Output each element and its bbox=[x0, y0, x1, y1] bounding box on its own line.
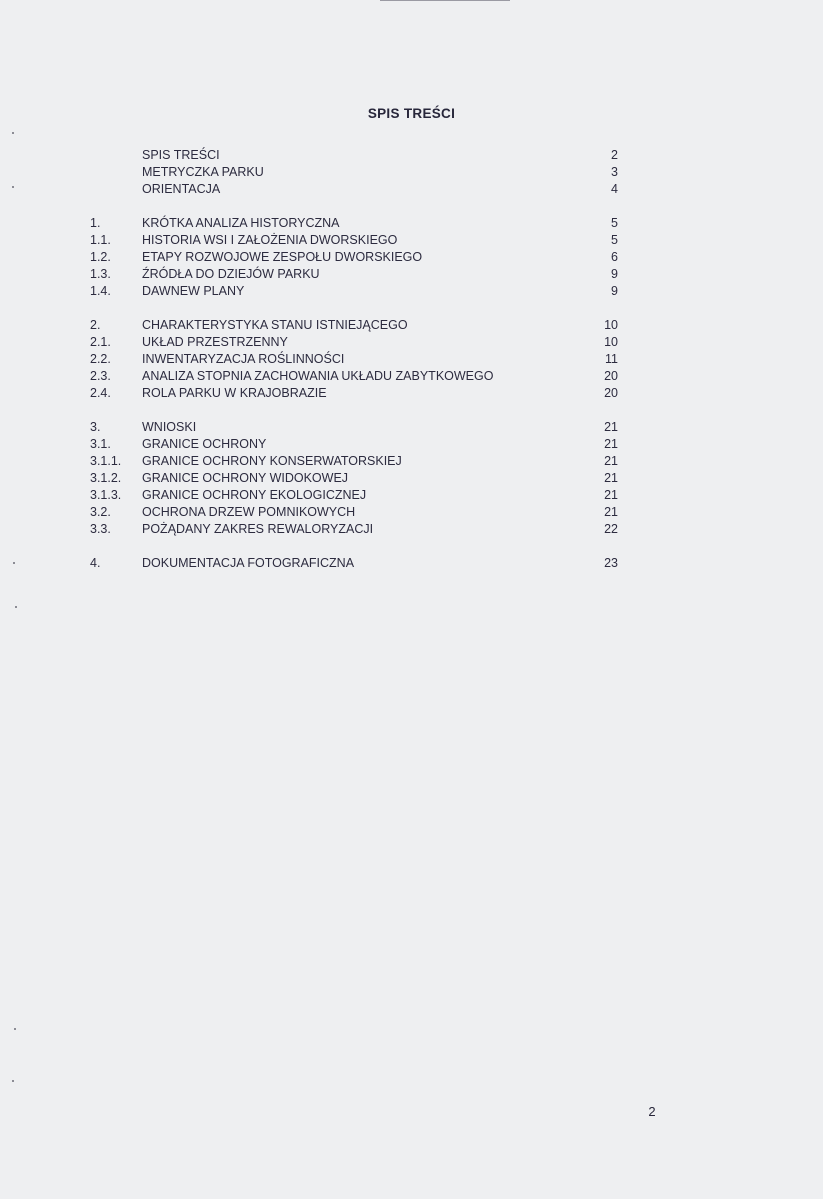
toc-entry bbox=[0, 283, 823, 300]
toc-entry bbox=[0, 487, 823, 504]
toc-entry-label: UKŁAD PRZESTRZENNY bbox=[142, 335, 288, 349]
toc-entry-label: HISTORIA WSI I ZAŁOŻENIA DWORSKIEGO bbox=[142, 233, 398, 247]
toc-entry-label: WNIOSKI bbox=[142, 420, 197, 434]
toc-entry-page: 2 bbox=[611, 148, 618, 162]
toc-entry bbox=[0, 147, 823, 164]
scan-speck bbox=[12, 1080, 14, 1082]
toc-entry bbox=[0, 334, 823, 351]
scan-speck bbox=[14, 1028, 16, 1030]
scan-speck bbox=[13, 562, 15, 564]
toc-entry-page: 21 bbox=[604, 471, 618, 485]
toc-entry-page: 21 bbox=[604, 420, 618, 434]
toc-entry-label: ROLA PARKU W KRAJOBRAZIE bbox=[142, 386, 327, 400]
toc-entry bbox=[0, 232, 823, 249]
toc-entry-number: 4. bbox=[90, 556, 101, 570]
toc-entry-label: SPIS TREŚCI bbox=[142, 148, 220, 162]
toc-entry-label: DAWNEW PLANY bbox=[142, 284, 245, 298]
toc-entry-number: 3.1.3. bbox=[90, 488, 122, 502]
toc-entry bbox=[0, 215, 823, 232]
toc-entry-label: METRYCZKA PARKU bbox=[142, 165, 264, 179]
toc-entry-label: DOKUMENTACJA FOTOGRAFICZNA bbox=[142, 556, 355, 570]
toc-entry bbox=[0, 249, 823, 266]
toc-entry-number: 3. bbox=[90, 420, 101, 434]
toc-entry-page: 21 bbox=[604, 488, 618, 502]
toc-entry bbox=[0, 419, 823, 436]
toc-entry-number: 2.4. bbox=[90, 386, 111, 400]
toc-entry-label: GRANICE OCHRONY EKOLOGICZNEJ bbox=[142, 488, 367, 502]
toc-entry-label: CHARAKTERYSTYKA STANU ISTNIEJĄCEGO bbox=[142, 318, 408, 332]
toc-entry-number: 3.1. bbox=[90, 437, 111, 451]
toc-entry-page: 23 bbox=[604, 556, 618, 570]
toc-entry-page: 20 bbox=[604, 369, 618, 383]
toc-entry bbox=[0, 504, 823, 521]
toc-entry-number: 1.1. bbox=[90, 233, 111, 247]
toc-entry-page: 9 bbox=[611, 267, 618, 281]
toc-entry bbox=[0, 164, 823, 181]
toc-entry bbox=[0, 181, 823, 198]
toc-entry-label: POŻĄDANY ZAKRES REWALORYZACJI bbox=[142, 522, 374, 536]
toc-entry-number: 2.3. bbox=[90, 369, 111, 383]
toc-entry-label: ETAPY ROZWOJOWE ZESPOŁU DWORSKIEGO bbox=[142, 250, 423, 264]
toc-entry-page: 11 bbox=[605, 352, 618, 366]
toc-entry-number: 1.2. bbox=[90, 250, 111, 264]
toc-entry-label: ORIENTACJA bbox=[142, 182, 221, 196]
toc-entry-page: 3 bbox=[611, 165, 618, 179]
toc-entry-label: INWENTARYZACJA ROŚLINNOŚCI bbox=[142, 352, 345, 366]
toc-entry bbox=[0, 453, 823, 470]
toc-entry-page: 10 bbox=[604, 335, 618, 349]
toc-entry-number: 2.2. bbox=[90, 352, 111, 366]
toc-entry bbox=[0, 555, 823, 572]
toc-entry bbox=[0, 385, 823, 402]
toc-entry-number: 3.2. bbox=[90, 505, 111, 519]
toc-entry-number: 2. bbox=[90, 318, 101, 332]
toc-entry-page: 20 bbox=[604, 386, 618, 400]
toc-entry-number: 3.3. bbox=[90, 522, 111, 536]
toc-entry bbox=[0, 317, 823, 334]
scan-edge-line bbox=[380, 0, 510, 1]
toc-entry-page: 4 bbox=[611, 182, 618, 196]
toc-title: SPIS TREŚCI bbox=[367, 106, 456, 121]
toc-entry-page: 22 bbox=[604, 522, 618, 536]
toc-entry-number: 1.3. bbox=[90, 267, 111, 281]
toc-entry-number: 3.1.1. bbox=[90, 454, 122, 468]
scan-speck bbox=[12, 186, 14, 188]
scan-speck bbox=[15, 606, 17, 608]
toc-entry bbox=[0, 521, 823, 538]
toc-entry-page: 21 bbox=[604, 454, 618, 468]
toc-entry-label: GRANICE OCHRONY bbox=[142, 437, 267, 451]
page-number: 2 bbox=[648, 1104, 656, 1119]
toc-entry-page: 9 bbox=[611, 284, 618, 298]
toc-entry bbox=[0, 368, 823, 385]
toc-entry bbox=[0, 351, 823, 368]
toc-entry-number: 3.1.2. bbox=[90, 471, 122, 485]
toc-entry-page: 5 bbox=[611, 216, 618, 230]
toc-entry-label: ANALIZA STOPNIA ZACHOWANIA UKŁADU ZABYTKOWEGO bbox=[142, 369, 494, 383]
toc-entry-label: KRÓTKA ANALIZA HISTORYCZNA bbox=[142, 216, 340, 230]
toc-entry-page: 21 bbox=[604, 505, 618, 519]
toc-entry-number: 1. bbox=[90, 216, 101, 230]
toc-entry-label: ŹRÓDŁA DO DZIEJÓW PARKU bbox=[142, 267, 320, 281]
toc-entry-page: 6 bbox=[611, 250, 618, 264]
toc-entry bbox=[0, 436, 823, 453]
scan-speck bbox=[12, 132, 14, 134]
toc-entry-label: GRANICE OCHRONY WIDOKOWEJ bbox=[142, 471, 349, 485]
toc-entry-number: 2.1. bbox=[90, 335, 111, 349]
toc-entry-label: GRANICE OCHRONY KONSERWATORSKIEJ bbox=[142, 454, 402, 468]
toc-entry bbox=[0, 470, 823, 487]
toc-entry bbox=[0, 266, 823, 283]
toc-entry-label: OCHRONA DRZEW POMNIKOWYCH bbox=[142, 505, 356, 519]
toc-entry-page: 10 bbox=[604, 318, 618, 332]
toc-entry-page: 21 bbox=[604, 437, 618, 451]
toc-entry-number: 1.4. bbox=[90, 284, 111, 298]
toc-entry-page: 5 bbox=[611, 233, 618, 247]
